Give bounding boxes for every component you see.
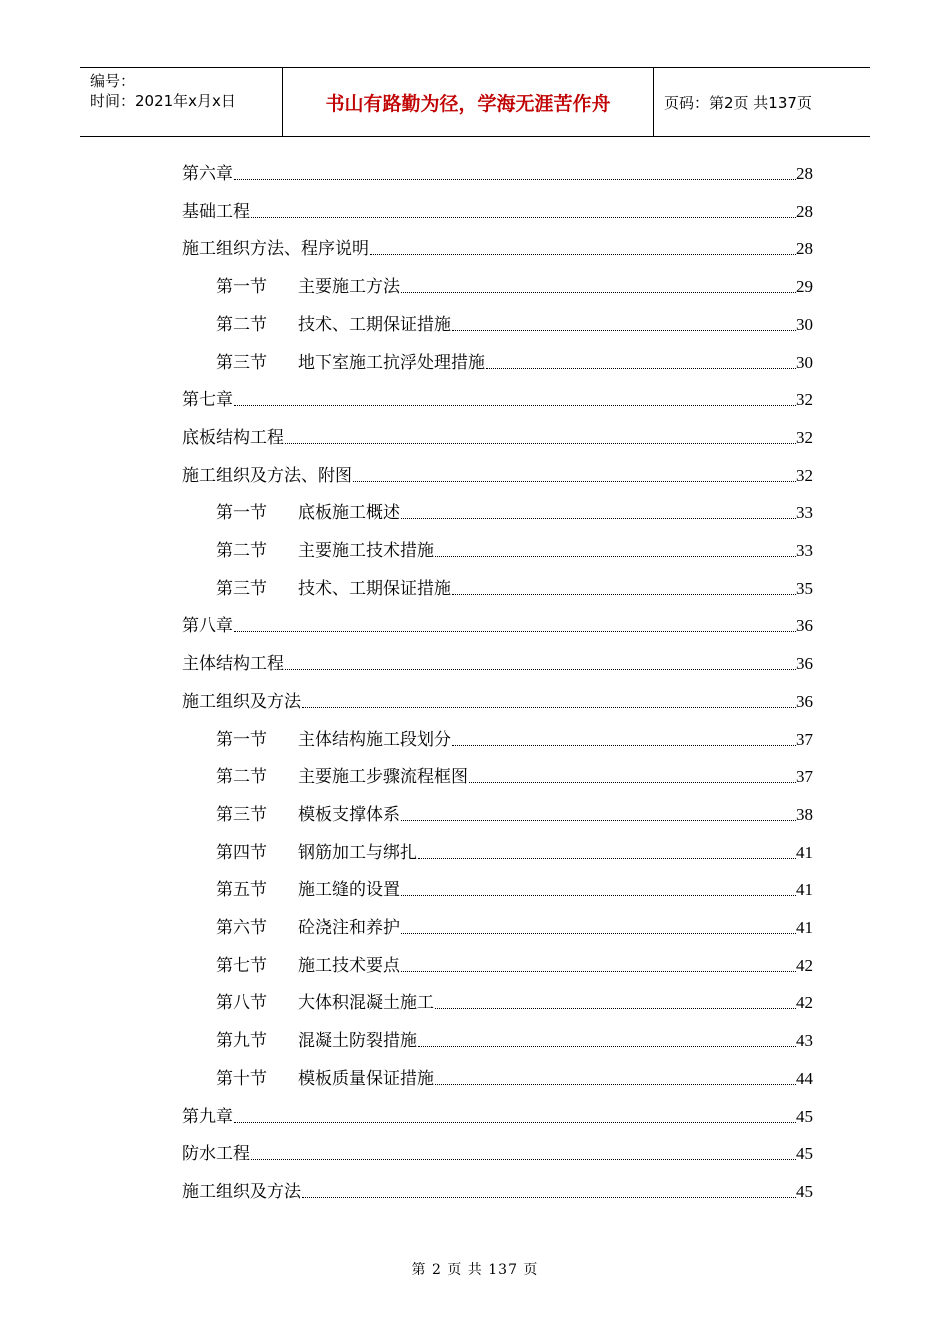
toc-entry-text [216,352,486,374]
toc-dot-leader [234,405,796,406]
toc-dot-leader [452,745,796,746]
toc-section-number: 第八节 [216,993,267,1014]
toc-chapter-entry[interactable] [182,457,813,487]
toc-section-number: 第三节 [216,804,267,825]
toc-dot-leader [401,933,796,934]
toc-entry-text [216,1030,418,1052]
toc-dot-leader [418,1046,796,1047]
toc-entry-text [182,238,370,260]
toc-entry-text [182,427,285,449]
toc-section-entry[interactable] [216,834,813,864]
toc-chapter-entry[interactable] [182,1173,813,1203]
toc-entry-text [216,842,418,864]
toc-page-number: 36 [796,654,813,674]
header-meta [80,68,282,136]
toc-section-entry[interactable] [216,796,813,826]
toc-dot-leader [435,1084,796,1085]
toc-page-number: 35 [796,578,813,598]
toc-entry-title: 主要施工技术措施 [298,541,434,561]
toc-dot-leader [452,594,796,595]
toc-section-entry[interactable] [216,721,813,751]
toc-section-number: 第一节 [216,729,267,750]
toc-page-number: 33 [796,541,813,560]
toc-entry-title: 主要施工方法 [298,277,400,298]
document-date: 时间：2021年x月x日 [90,92,236,110]
toc-entry-title: 第九章 [182,1106,233,1127]
toc-entry-title: 大体积混凝土施工 [298,993,434,1014]
toc-entry-text [216,917,401,939]
toc-entry-title: 施工组织方法、程序说明 [182,239,369,260]
toc-entry-text [182,1106,234,1128]
toc-page-number: 28 [796,201,813,221]
toc-entry-title: 钢筋加工与绑扎 [298,842,417,863]
toc-entry-title: 基础工程 [182,201,250,222]
toc-page-number: 33 [796,503,813,523]
document-code-label: 编号： [90,72,136,90]
toc-page-number: 28 [796,164,813,183]
toc-entry-title: 施工组织及方法 [182,1181,301,1202]
toc-section-entry[interactable] [216,344,813,374]
toc-entry-text [182,163,234,185]
toc-dot-leader [285,669,796,670]
toc-page-number: 41 [796,918,813,937]
toc-entry-text [182,201,251,223]
toc-entry-title: 主体结构工程 [182,654,284,675]
toc-page-number: 36 [796,616,813,636]
toc-entry-title: 第六章 [182,164,233,184]
toc-page-number: 30 [796,352,813,372]
toc-entry-title: 施工缝的设置 [298,880,400,901]
toc-page-number: 44 [796,1068,813,1088]
toc-section-number: 第五节 [216,880,267,901]
toc-page-number: 29 [796,277,813,297]
toc-entry-title: 砼浇注和养护 [298,918,400,938]
toc-chapter-entry[interactable] [182,230,813,260]
toc-section-entry[interactable] [216,268,813,298]
toc-section-entry[interactable] [216,532,813,562]
toc-entry-title: 底板结构工程 [182,427,284,448]
toc-section-number: 第三节 [216,578,267,599]
toc-dot-leader [302,707,796,708]
toc-page-number: 37 [796,729,813,749]
toc-entry-title: 模板质量保证措施 [298,1068,434,1089]
toc-entry-text [182,389,234,411]
toc-entry-text [216,766,469,788]
toc-entry-text [182,615,234,637]
toc-entry-title: 施工技术要点 [298,955,400,976]
toc-dot-leader [486,368,796,369]
toc-entry-text [216,1068,435,1090]
toc-chapter-entry[interactable] [182,1135,813,1165]
toc-dot-leader [418,858,796,859]
toc-page-number: 45 [796,1144,813,1164]
toc-section-entry[interactable] [216,758,813,788]
toc-entry-text [182,1143,251,1165]
toc-dot-leader [234,631,796,632]
toc-entry-text [216,729,452,751]
toc-entry-title: 主体结构施工段划分 [298,729,451,750]
toc-dot-leader [302,1197,796,1198]
toc-section-entry[interactable] [216,871,813,901]
toc-section-number: 第二节 [216,541,267,561]
toc-chapter-entry[interactable] [182,1098,813,1128]
toc-chapter-entry[interactable] [182,607,813,637]
toc-entry-text [216,314,452,336]
toc-chapter-entry[interactable] [182,419,813,449]
toc-dot-leader [452,330,796,331]
toc-dot-leader [401,971,796,972]
toc-chapter-entry[interactable] [182,645,813,675]
toc-section-entry[interactable] [216,1060,813,1090]
toc-section-number: 第三节 [216,352,267,373]
toc-page-number: 36 [796,691,813,711]
toc-section-number: 第九节 [216,1031,267,1052]
toc-section-number: 第七节 [216,955,267,976]
toc-entry-title: 模板支撑体系 [298,804,400,825]
header-motto: 书山有路勤为径，学海无涯苦作舟 [282,68,654,136]
toc-entry-text [216,879,401,901]
toc-entry-text [216,992,435,1014]
toc-dot-leader [353,481,796,482]
toc-entry-title: 主要施工步骤流程框图 [298,767,468,788]
toc-entry-title: 防水工程 [182,1144,250,1165]
toc-entry-title: 地下室施工抗浮处理措施 [298,352,485,373]
toc-section-number: 第一节 [216,277,267,298]
toc-entry-text [216,502,401,524]
toc-dot-leader [401,820,796,821]
toc-entry-text [216,578,452,600]
toc-dot-leader [435,556,796,557]
toc-page-number: 45 [796,1106,813,1126]
toc-dot-leader [234,1122,796,1123]
toc-page-number: 32 [796,427,813,447]
toc-section-number: 第十节 [216,1068,267,1089]
toc-entry-text [216,955,401,977]
toc-dot-leader [234,179,796,180]
toc-dot-leader [401,292,796,293]
page-header [80,67,870,137]
toc-page-number: 42 [796,993,813,1013]
toc-section-entry[interactable] [216,984,813,1014]
toc-dot-leader [370,254,796,255]
toc-section-entry[interactable] [216,306,813,336]
header-page-info: 页码：第2页 共137页 [664,93,812,112]
toc-entry-title: 混凝土防裂措施 [298,1031,417,1052]
toc-entry-text [182,1181,302,1203]
toc-section-number: 第二节 [216,314,267,335]
toc-section-entry[interactable] [216,1022,813,1052]
toc-chapter-entry[interactable] [182,193,813,223]
toc-entry-title: 技术、工期保证措施 [298,314,451,335]
toc-entry-text [182,465,353,487]
toc-page-number: 45 [796,1181,813,1201]
toc-entry-text [182,653,285,675]
toc-section-entry[interactable] [216,947,813,977]
toc-section-entry[interactable] [216,570,813,600]
toc-dot-leader [285,443,796,444]
toc-section-number: 第六节 [216,918,267,938]
toc-section-number: 第四节 [216,842,267,863]
toc-entry-title: 第七章 [182,390,233,411]
toc-section-number: 第二节 [216,767,267,788]
toc-dot-leader [251,1159,796,1160]
toc-entry-text [216,540,435,562]
toc-entry-title: 施工组织及方法 [182,691,301,712]
toc-page-number: 41 [796,842,813,862]
toc-section-entry[interactable] [216,909,813,939]
page-footer: 第 2 页 共 137 页 [411,1262,539,1278]
toc-section-entry[interactable] [216,494,813,524]
toc-entry-title: 底板施工概述 [298,503,400,524]
toc-page-number: 41 [796,880,813,900]
toc-page-number: 42 [796,955,813,975]
toc-chapter-entry[interactable] [182,381,813,411]
toc-chapter-entry[interactable] [182,155,813,185]
toc-page-number: 37 [796,767,813,787]
toc-section-number: 第一节 [216,503,267,524]
toc-page-number: 32 [796,390,813,410]
toc-entry-text [182,691,302,713]
toc-dot-leader [401,895,796,896]
toc-entry-title: 施工组织及方法、附图 [182,465,352,486]
toc-page-number: 30 [796,314,813,334]
toc-entry-title: 第八章 [182,616,233,637]
toc-page-number: 32 [796,465,813,485]
toc-page-number: 28 [796,239,813,259]
toc-dot-leader [251,217,796,218]
toc-page-number: 38 [796,804,813,824]
toc-page-number: 43 [796,1031,813,1051]
toc-entry-text [216,276,401,298]
toc-dot-leader [469,782,796,783]
toc-entry-text [216,804,401,826]
toc-entry-title: 技术、工期保证措施 [298,578,451,599]
toc-dot-leader [401,518,796,519]
toc-dot-leader [435,1008,796,1009]
toc-chapter-entry[interactable] [182,683,813,713]
